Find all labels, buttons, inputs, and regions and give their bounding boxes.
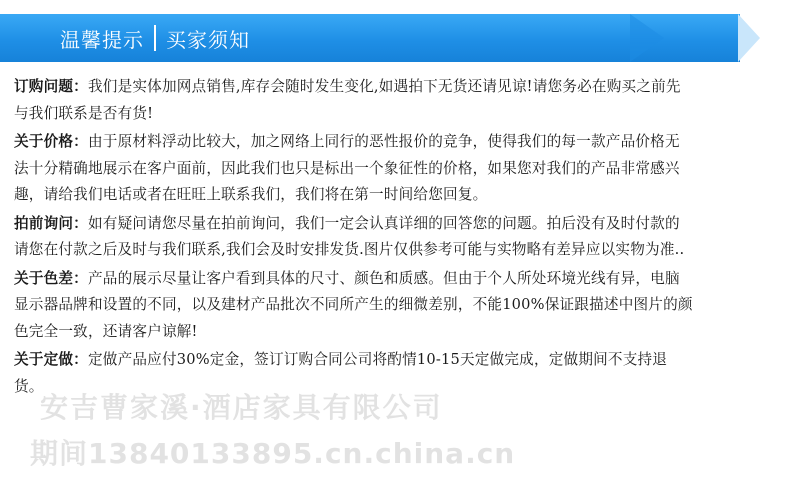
section-custom-orders [14, 347, 694, 400]
section-text: 如有疑问请您尽量在拍前询问，我们一定会认真详细的回答您的问题。拍后没有及时付款的请您在付款之后及时与我们联系,我们会及时安排发货.图片仅供参考可能与实物略有差异应以实物为准.. [14, 214, 685, 258]
section-text: 定做产品应付30%定金，签订订购合同公司将酌情10-15天定做完成，定做期间不支持退货。 [14, 351, 668, 395]
section-text: 我们是实体加网点销售,库存会随时发生变化,如遇拍下无货还请见谅!请您务必在购买之前先与我们联系是否有货! [14, 78, 681, 122]
section-text: 由于原材料浮动比较大，加之网络上同行的恶性报价的竞争，使得我们的每一款产品价格无法十分精确地展示在客户面前，因此我们也只是标出一个象征性的价格，如果您对我们的产品非常感兴趣，请给我们电话或者在旺旺上联系我们，我们将在第一时间给您回复。 [14, 133, 680, 203]
section-label: 关于定做： [14, 351, 88, 368]
section-label: 订购问题： [14, 78, 88, 95]
section-label: 拍前询问： [14, 214, 88, 232]
section-label: 关于价格： [14, 133, 88, 150]
section-pricing [14, 129, 694, 209]
banner-stripe-decoration [738, 14, 760, 62]
section-pre-purchase-inquiry [14, 211, 694, 264]
banner-arrow-decoration [630, 14, 664, 62]
section-color-difference [14, 266, 694, 346]
banner-title-right: 买家须知 [166, 27, 250, 52]
notice-content [14, 74, 694, 402]
banner-title-left: 温馨提示 [60, 27, 144, 52]
section-label: 关于色差： [14, 269, 88, 287]
section-order-questions [14, 74, 694, 127]
watermark-line-2: 期间13840133895.cn.china.cn [30, 437, 516, 470]
section-text: 产品的展示尽量让客户看到具体的尺寸、颜色和质感。但由于个人所处环境光线有异，电脑显示器品牌和设置的不同，以及建材产品批次不同所产生的细微差别，不能100%保证跟描述中图片的颜色完全一致，还请客户谅解! [14, 269, 693, 340]
watermark-line-1: 安吉曹家溪·酒店家具有限公司 [40, 391, 443, 424]
notice-banner [0, 14, 792, 62]
banner-title [60, 22, 250, 54]
banner-separator [154, 25, 156, 51]
